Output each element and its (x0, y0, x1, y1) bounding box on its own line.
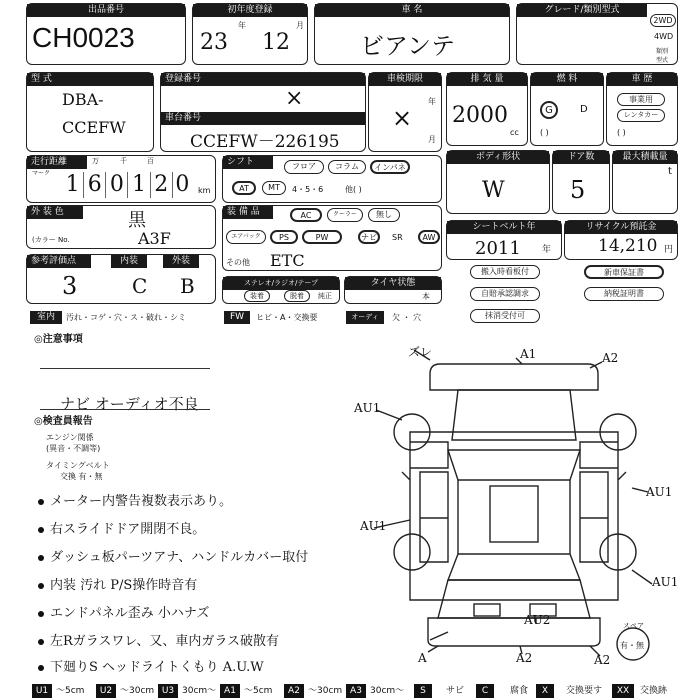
rear-bumper (428, 618, 600, 646)
shift-floor: フロア (284, 160, 324, 174)
legend-desc: ～30cm (120, 686, 155, 696)
diagram-au1-left-rear: AU1 (360, 519, 387, 533)
shift-gears: 4・5・6 (292, 185, 324, 194)
legend-code: A1 (220, 684, 240, 698)
fw-row-label: FW (224, 311, 250, 324)
grade-class: 類別 型式 (656, 48, 669, 64)
history-business: 事業用 (617, 93, 665, 106)
legend-code: S (414, 684, 432, 698)
capacity-unit: t (668, 166, 672, 177)
inspector-title: ◎検査員報告 (34, 416, 93, 427)
mileage-marker: マーク (32, 170, 51, 177)
shift-inpane: インパネ (370, 160, 410, 174)
interior-row-label: 室内 (30, 311, 62, 324)
roof (490, 486, 538, 542)
displacement-value: 2000 (452, 103, 508, 128)
remark-item: 下廻りS ヘッドライトくもり A.U.W (38, 656, 264, 675)
interior-row-text: 汚れ・コゲ・穴・ス・破れ・シミ (66, 313, 186, 322)
inspection-value: × (392, 104, 413, 132)
stereo-installed: 装着 (244, 290, 270, 302)
shift-at: AT (232, 181, 256, 195)
equipment-label: 装 備 品 (223, 206, 273, 219)
diagram-zure: ズレ (408, 345, 433, 359)
legend-code: A2 (284, 684, 304, 698)
grade-4wd: 4WD (654, 32, 674, 41)
grade-2wd: 2WD (650, 14, 676, 27)
diagram-spare-label: スペア (623, 622, 644, 630)
tires-label: タイヤ状態 (345, 277, 441, 290)
equipment-cooler: クーラー (327, 208, 363, 222)
scores-interior: C (132, 274, 148, 298)
license-plate-left (474, 604, 500, 616)
windshield (448, 450, 580, 480)
remark-item: 内装 汚れ P/S操作時音有 (38, 574, 197, 593)
diagram-a2-top-right: A2 (602, 351, 619, 365)
fuel-label: 燃 料 (531, 73, 603, 86)
legend-code: U3 (158, 684, 178, 698)
grade-label: グレード/類別型式 (517, 4, 647, 17)
equipment-ps: PS (270, 230, 298, 244)
rear-window (448, 554, 580, 580)
model-type-value2: CCEFW (62, 118, 126, 137)
reg-no-value: × (285, 86, 304, 111)
fuel-other: ( ) (540, 128, 549, 137)
diagram-spare-value: 有・無 (620, 641, 644, 650)
mileage-hyaku: 百 (147, 157, 154, 165)
inspection-month-unit: 月 (428, 135, 436, 144)
legend-desc: ～5cm (244, 686, 273, 696)
car-diagram (340, 340, 700, 684)
front-bumper (430, 364, 598, 390)
chassis-label: 車台番号 (161, 112, 365, 125)
diagram-a-bottom-left: A (418, 651, 427, 665)
legend-desc: 交換跡 (640, 686, 668, 696)
recycle-label: リサイクル預託金 (565, 221, 677, 234)
legend-desc: 交換要す (566, 686, 603, 696)
first-reg-year: 23 (200, 30, 228, 55)
mileage-digit: 0 (175, 172, 190, 197)
exterior-color-label: 外 装 色 (27, 206, 83, 219)
audio-row-text: 欠 ・ 穴 (392, 313, 422, 322)
lot-number-label: 出品番号 (27, 4, 185, 17)
legend-code: U1 (32, 684, 52, 698)
timing-sub: 交換 有・無 (60, 472, 103, 481)
first-reg-month-unit: 月 (296, 21, 304, 30)
diagram-a2-bottom-right: A2 (594, 653, 611, 667)
exterior-color-no-label: (カラー No. (32, 236, 70, 244)
notes-line (40, 368, 210, 369)
scores-interior-label: 内装 (111, 255, 147, 268)
mileage-digit: 6 (84, 172, 106, 198)
seatbelt-label: シートベルト年 (447, 221, 561, 234)
wheel-rear-left (394, 534, 430, 570)
notes-title: ◎注意事項 (34, 334, 83, 345)
history-other: ( ) (617, 128, 626, 137)
timing-label: タイミングベルト (46, 461, 110, 470)
fw-row-text: ヒビ・A・交換要 (256, 313, 318, 322)
scores-exterior: B (180, 274, 195, 298)
mileage-sen: 千 (120, 157, 127, 165)
legend-code: XX (612, 684, 634, 698)
legend-code: A3 (346, 684, 366, 698)
right-doors (580, 472, 608, 562)
scores-label: 参考評価点 (27, 255, 91, 268)
shift-mt: MT (262, 181, 286, 195)
recycle-unit: 円 (664, 245, 674, 255)
scores-exterior-label: 外装 (163, 255, 199, 268)
mileage-man: 万 (92, 157, 99, 165)
doc-cali: 自賠承認調求 (470, 287, 540, 301)
tires-unit: 本 (422, 292, 430, 301)
seatbelt-unit: 年 (542, 245, 552, 255)
legend-desc: ～5cm (56, 686, 85, 696)
exterior-color-value: 黒 (128, 210, 146, 231)
exterior-color-no: A3F (138, 229, 171, 248)
equipment-aw: AW (418, 230, 440, 244)
remark-item: 左Rガラスワレ、又、車内ガラス破散有 (38, 630, 279, 649)
seatbelt-value: 2011 (475, 238, 521, 259)
diagram-au1-left-front: AU1 (354, 401, 381, 415)
left-doors (420, 472, 448, 562)
body-shape-label: ボディ形状 (447, 151, 549, 164)
legend-desc: 30cm～ (370, 686, 405, 696)
equipment-nav: ナビ (358, 230, 380, 244)
doors-label: ドア数 (553, 151, 609, 164)
shift-other: 他( ) (345, 185, 362, 194)
mileage-digit: 2 (151, 172, 173, 198)
legend-desc: サビ (446, 686, 465, 696)
first-reg-month: 12 (262, 30, 290, 55)
remark-item: メーター内警告複数表示あり。 (38, 490, 232, 509)
doc-cancel: 抹消受付可 (470, 309, 540, 323)
diagram-a1-top: A1 (520, 347, 537, 361)
model-type-value1: DBA- (62, 90, 104, 109)
model-type-label: 型 式 (27, 73, 153, 86)
capacity-label: 最大積載量 (613, 151, 677, 164)
diagram-a2-bottom: A2 (516, 651, 533, 665)
legend-desc: ～30cm (308, 686, 343, 696)
car-name-label: 車 名 (315, 4, 509, 17)
fuel-d-option: D (580, 104, 588, 115)
reg-no-label: 登録番号 (161, 73, 365, 86)
diagram-au1-right-mid: AU1 (646, 485, 673, 499)
inspection-label: 車検期限 (369, 73, 441, 86)
equipment-other-value: ETC (270, 251, 305, 270)
doc-warranty: 新車保証書 (584, 265, 664, 279)
stereo-removed: 脱着 (284, 290, 310, 302)
diagram-au1-right-rear: AU1 (652, 575, 679, 589)
shift-label: シフト (223, 156, 273, 169)
remark-item: エンドパネル歪み 小ハナズ (38, 602, 209, 621)
mileage-digits (62, 172, 192, 198)
mirrors (402, 472, 626, 480)
pillars (458, 480, 570, 554)
car-name-value: ビアンテ (360, 32, 456, 60)
history-label: 車 歴 (607, 73, 677, 86)
chassis-value: CCEFW－226195 (190, 132, 340, 152)
body-shape-value: W (482, 178, 505, 203)
rear-gate (438, 580, 590, 618)
stereo-label: ステレオ/ラジオ/テープ (223, 277, 339, 290)
equipment-none: 無し (368, 208, 400, 222)
diagram-au2: AU2 (524, 613, 551, 627)
legend-code: U2 (96, 684, 116, 698)
first-reg-year-unit: 年 (238, 21, 246, 30)
audio-row-label: オーディオ (346, 311, 384, 324)
notes-line (40, 409, 210, 410)
equipment-sr: SR (392, 233, 403, 242)
displacement-label: 排 気 量 (447, 73, 527, 86)
legend-desc: 腐食 (510, 686, 529, 696)
notes-handwritten: ナビ オーディオ不良 (60, 395, 199, 413)
fuel-g-option: G (540, 101, 558, 119)
shift-column: コラム (328, 160, 366, 174)
mileage-digit: 0 (106, 172, 128, 198)
recycle-value: 14,210 (598, 236, 658, 256)
equipment-airbag: エアバック (226, 230, 266, 244)
legend-code: X (536, 684, 554, 698)
scores-overall: 3 (62, 272, 78, 300)
equipment-ac: AC (290, 208, 322, 222)
stereo-genuine: 純正 (318, 292, 332, 300)
remark-item: 右スライドドア開閉不良。 (38, 518, 205, 537)
mileage-digit: 1 (62, 172, 84, 198)
lot-number-value: CH0023 (32, 22, 135, 53)
legend-code: C (476, 684, 494, 698)
equipment-other-label: その他 (226, 258, 250, 267)
annotation-lines (374, 350, 652, 656)
first-reg-label: 初年度登録 (193, 4, 307, 17)
history-rental: レンタカー (617, 109, 665, 122)
mileage-label: 走行距離 (27, 156, 87, 169)
legend-desc: 30cm～ (182, 686, 217, 696)
inspection-year-unit: 年 (428, 97, 436, 106)
remark-item: ダッシュ板パーツアナ、ハンドルカバー取付 (38, 546, 308, 565)
equipment-pw: PW (302, 230, 342, 244)
mileage-digit: 1 (128, 172, 150, 198)
body-outline (410, 432, 618, 600)
displacement-unit: cc (510, 128, 519, 137)
engine-label: エンジン関係 (46, 433, 94, 442)
mileage-unit: km (198, 186, 211, 195)
front-fenders (410, 442, 618, 468)
doors-value: 5 (570, 176, 586, 204)
doc-signboard: 搬入時看板付 (470, 265, 540, 279)
doc-tax: 納税証明書 (584, 287, 664, 301)
engine-sub: (異音・不調等) (46, 444, 101, 453)
